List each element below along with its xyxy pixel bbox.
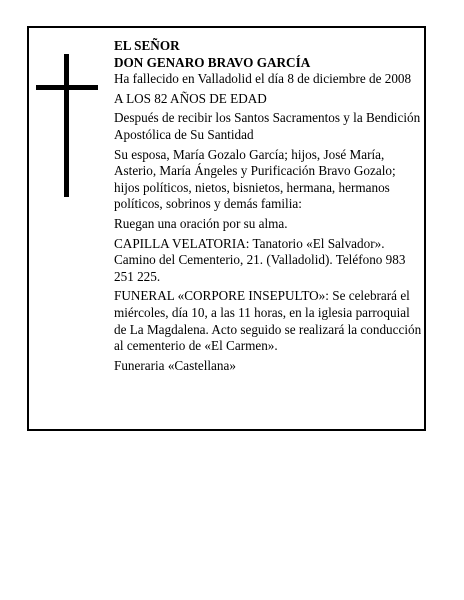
cross-vertical-bar: [64, 54, 69, 197]
sacraments-line: Después de recibir los Santos Sacramentos y la Bendición Apostólica de Su Santidad: [114, 110, 421, 142]
family-line: Su esposa, María Gozalo García; hijos, José María, Asterio, María Ángeles y Purificación Bravo Gozalo; hijos políticos, nietos, bisnietos, hermana, hermanos políticos, sobrinos y demás familia:: [114, 146, 396, 212]
notice-content: [114, 38, 424, 377]
chapel-info: CAPILLA VELATORIA: Tanatorio «El Salvador». Camino del Cementerio, 21. (Valladolid). Teléfono 983 251 225.: [114, 235, 406, 284]
funeral-home: Funeraria «Castellana»: [114, 357, 236, 373]
deceased-name: DON GENARO BRAVO GARCÍA: [114, 54, 311, 70]
prayer-line: Ruegan una oración por su alma.: [114, 215, 288, 231]
funeral-info: FUNERAL «CORPORE INSEPULTO»: Se celebrará el miércoles, día 10, a las 11 horas, en la iglesia parroquial de La Magdalena. Acto seguido se realizará la conducción al cementerio de «El Carmen».: [114, 288, 422, 354]
cross-horizontal-bar: [36, 85, 98, 90]
death-info: Ha fallecido en Valladolid el día 8 de diciembre de 2008: [114, 71, 412, 87]
age-line: A LOS 82 AÑOS DE EDAD: [114, 90, 267, 106]
title-line-1: EL SEÑOR: [114, 38, 180, 53]
cross-icon: [36, 54, 98, 197]
